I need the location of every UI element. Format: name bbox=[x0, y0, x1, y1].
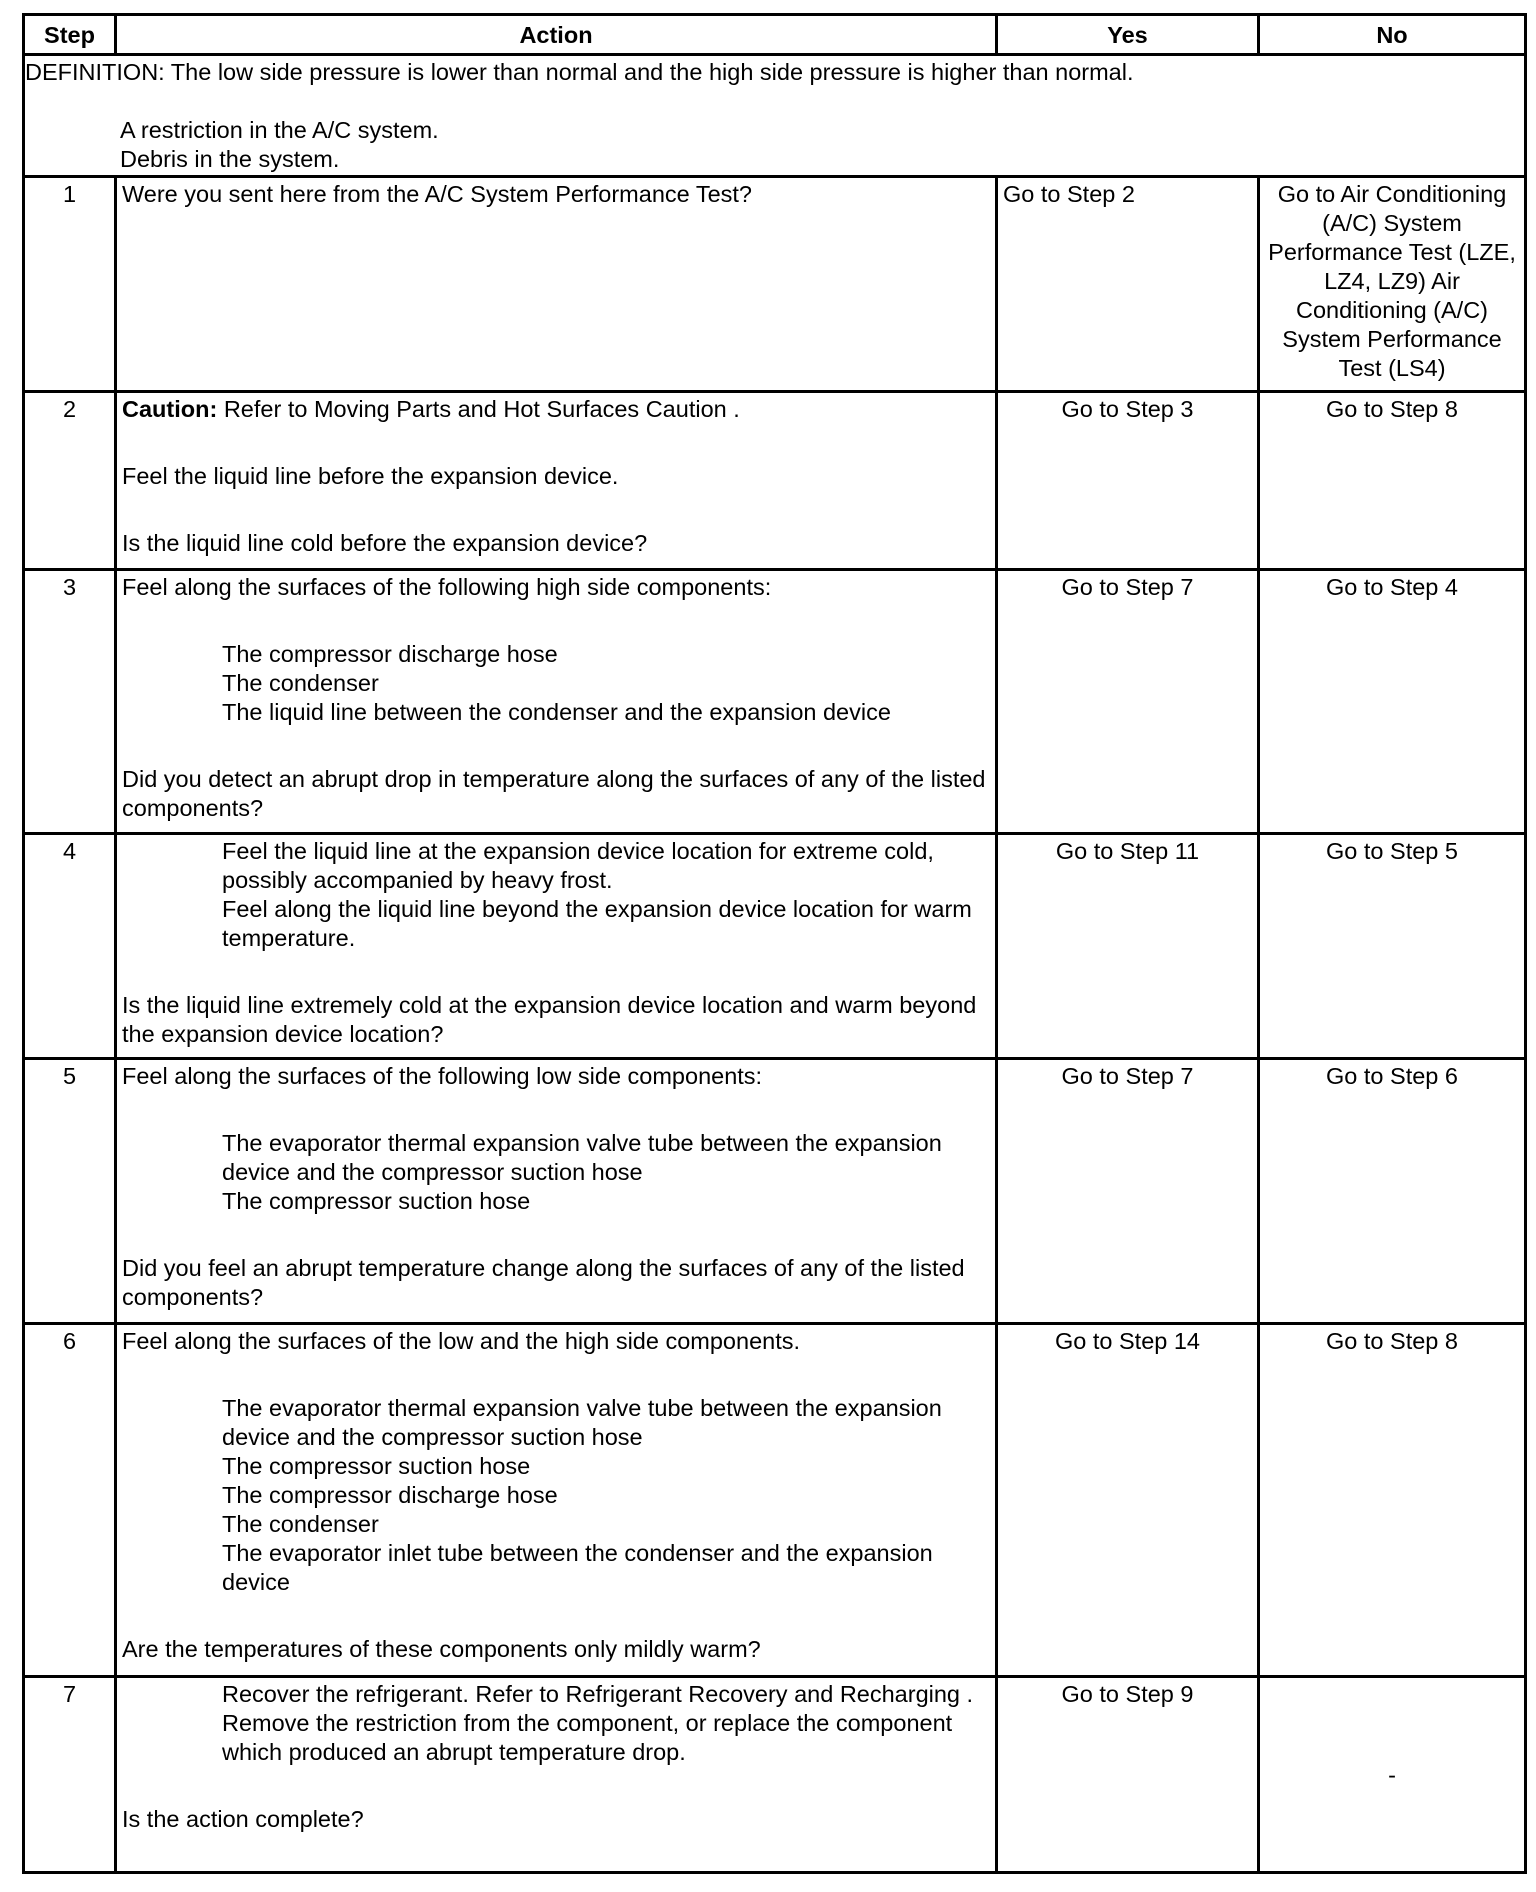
caution-label: Caution: bbox=[122, 396, 218, 422]
no-cell: Go to Step 8 bbox=[1259, 392, 1526, 570]
action-cell bbox=[116, 1059, 997, 1324]
header-row bbox=[24, 15, 1526, 55]
yes-cell: Go to Step 7 bbox=[997, 570, 1259, 834]
action-question: Is the liquid line cold before the expansion device? bbox=[122, 530, 648, 556]
action-cell bbox=[116, 570, 997, 834]
action-question: Were you sent here from the A/C System Performance Test? bbox=[122, 181, 752, 207]
list-item: The condenser bbox=[222, 670, 379, 696]
header-no: No bbox=[1259, 15, 1526, 55]
list-item: Remove the restriction from the component, or replace the component which produced an abrupt temperature drop. bbox=[222, 1710, 953, 1765]
no-cell: - bbox=[1259, 1677, 1526, 1873]
step-number: 7 bbox=[24, 1677, 116, 1873]
action-question: Did you detect an abrupt drop in temperature along the surfaces of any of the listed components? bbox=[122, 766, 993, 821]
yes-cell: Go to Step 7 bbox=[997, 1059, 1259, 1324]
definition-row bbox=[24, 55, 1526, 177]
table-row bbox=[24, 392, 1526, 570]
action-intro: Feel along the surfaces of the following low side components: bbox=[122, 1063, 763, 1089]
action-instruction: Feel the liquid line before the expansion device. bbox=[122, 463, 619, 489]
list-item: Recover the refrigerant. Refer to Refrigerant Recovery and Recharging . bbox=[222, 1681, 974, 1707]
header-action: Action bbox=[116, 15, 997, 55]
step-number: 2 bbox=[24, 392, 116, 570]
action-cell bbox=[116, 1677, 997, 1873]
no-cell: Go to Step 8 bbox=[1259, 1324, 1526, 1677]
no-cell: Go to Air Conditioning (A/C) System Performance Test (LZE, LZ4, LZ9) Air Conditioning (A/C) System Performance Test (LS4) bbox=[1259, 177, 1526, 392]
action-cell bbox=[116, 1324, 997, 1677]
definition-text: DEFINITION: The low side pressure is lower than normal and the high side pressure is higher than normal. bbox=[25, 59, 1134, 85]
table-row bbox=[24, 834, 1526, 1059]
action-intro: Feel along the surfaces of the low and the high side components. bbox=[122, 1328, 801, 1354]
table-row bbox=[24, 570, 1526, 834]
header-yes: Yes bbox=[997, 15, 1259, 55]
action-cell bbox=[116, 177, 997, 392]
table-row bbox=[24, 177, 1526, 392]
action-cell bbox=[116, 834, 997, 1059]
step-number: 6 bbox=[24, 1324, 116, 1677]
definition-cause: A restriction in the A/C system. bbox=[120, 117, 439, 143]
action-question: Are the temperatures of these components only mildly warm? bbox=[122, 1636, 761, 1662]
table-row bbox=[24, 1677, 1526, 1873]
yes-cell: Go to Step 2 bbox=[997, 177, 1259, 392]
action-intro: Feel along the surfaces of the following high side components: bbox=[122, 574, 772, 600]
definition-cause: Debris in the system. bbox=[120, 146, 340, 172]
no-cell: Go to Step 6 bbox=[1259, 1059, 1526, 1324]
list-item: The evaporator thermal expansion valve tube between the expansion device and the compressor suction hose bbox=[222, 1395, 942, 1450]
diagnostic-table bbox=[22, 13, 1527, 1874]
action-cell bbox=[116, 392, 997, 570]
no-cell: Go to Step 5 bbox=[1259, 834, 1526, 1059]
list-item: The evaporator inlet tube between the condenser and the expansion device bbox=[222, 1540, 933, 1595]
step-number: 4 bbox=[24, 834, 116, 1059]
table-row bbox=[24, 1324, 1526, 1677]
step-number: 3 bbox=[24, 570, 116, 834]
action-question: Is the liquid line extremely cold at the expansion device location and warm beyond the expansion device location? bbox=[122, 992, 983, 1047]
step-number: 1 bbox=[24, 177, 116, 392]
list-item: The compressor suction hose bbox=[222, 1453, 531, 1479]
step-number: 5 bbox=[24, 1059, 116, 1324]
list-item: Feel along the liquid line beyond the expansion device location for warm temperature. bbox=[222, 896, 972, 951]
caution-line bbox=[122, 395, 990, 424]
action-question: Did you feel an abrupt temperature change along the surfaces of any of the listed components? bbox=[122, 1255, 972, 1310]
list-item: The compressor discharge hose bbox=[222, 1482, 558, 1508]
yes-cell: Go to Step 14 bbox=[997, 1324, 1259, 1677]
header-step: Step bbox=[24, 15, 116, 55]
no-cell: Go to Step 4 bbox=[1259, 570, 1526, 834]
action-question: Is the action complete? bbox=[122, 1806, 364, 1832]
list-item: Feel the liquid line at the expansion device location for extreme cold, possibly accompanied by heavy frost. bbox=[222, 838, 934, 893]
list-item: The compressor discharge hose bbox=[222, 641, 558, 667]
table-row bbox=[24, 1059, 1526, 1324]
list-item: The evaporator thermal expansion valve tube between the expansion device and the compressor suction hose bbox=[222, 1130, 942, 1185]
yes-cell: Go to Step 3 bbox=[997, 392, 1259, 570]
yes-cell: Go to Step 9 bbox=[997, 1677, 1259, 1873]
yes-cell: Go to Step 11 bbox=[997, 834, 1259, 1059]
caution-text: Refer to Moving Parts and Hot Surfaces Caution . bbox=[217, 396, 740, 422]
list-item: The compressor suction hose bbox=[222, 1188, 531, 1214]
list-item: The liquid line between the condenser and the expansion device bbox=[222, 699, 891, 725]
definition-cell bbox=[24, 55, 1526, 177]
list-item: The condenser bbox=[222, 1511, 379, 1537]
